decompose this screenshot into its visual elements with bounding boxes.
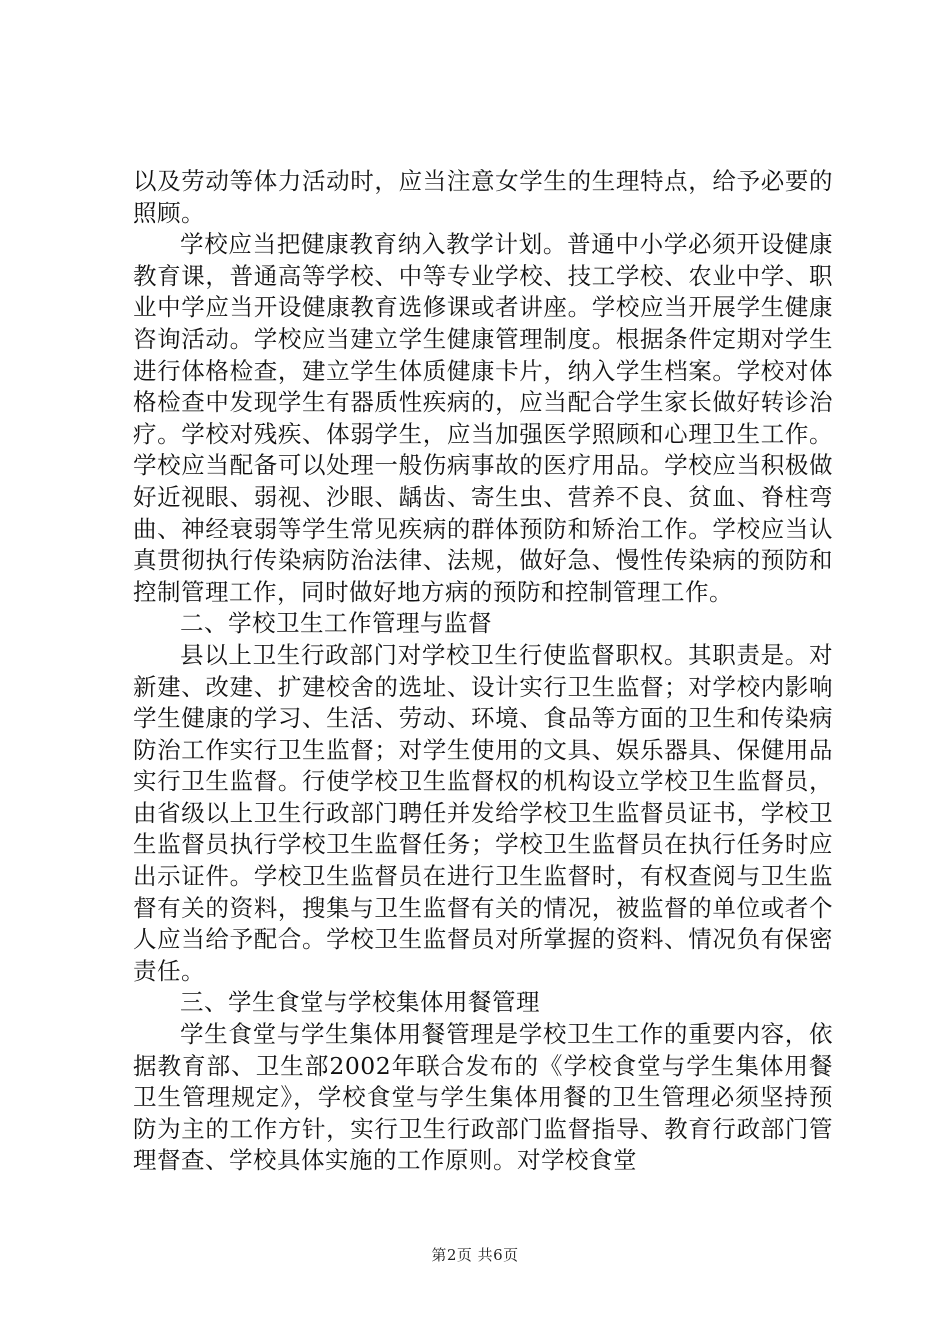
paragraph: 学校应当把健康教育纳入教学计划。普通中小学必须开设健康教育课，普通高等学校、中等专业学校、技工学校、农业中学、职业中学应当开设健康教育选修课或者讲座。学校应当开展学生健康咨询活动。学校应当建立学生健康管理制度。根据条件定期对学生进行体格检查，建立学生体质健康卡片，纳入学生档案。学校对体格检查中发现学生有器质性疾病的，应当配合学生家长做好转诊治疗。学校对残疾、体弱学生，应当加强医学照顾和心理卫生工作。学校应当配备可以处理一般伤病事故的医疗用品。学校应当积极做好近视眼、弱视、沙眼、龋齿、寄生虫、营养不良、贫血、脊柱弯曲、神经衰弱等学生常见疾病的群体预防和矫治工作。学校应当认真贯彻执行传染病防治法律、法规，做好急、慢性传染病的预防和控制管理工作，同时做好地方病的预防和控制管理工作。 xyxy=(133,230,833,606)
section-heading: 三、学生食堂与学校集体用餐管理 xyxy=(180,988,540,1017)
section-heading: 二、学校卫生工作管理与监督 xyxy=(180,609,492,638)
paragraph: 以及劳动等体力活动时，应当注意女学生的生理特点，给予必要的照顾。 xyxy=(133,167,833,227)
document-body xyxy=(133,166,833,1177)
paragraph: 县以上卫生行政部门对学校卫生行使监督职权。其职责是。对新建、改建、扩建校舍的选址、设计实行卫生监督；对学校内影响学生健康的学习、生活、劳动、环境、食品等方面的卫生和传染病防治工作实行卫生监督；对学生使用的文具、娱乐器具、保健用品实行卫生监督。行使学校卫生监督权的机构设立学校卫生监督员，由省级以上卫生行政部门聘任并发给学校卫生监督员证书，学校卫生监督员执行学校卫生监督任务；学校卫生监督员在执行任务时应出示证件。学校卫生监督员在进行卫生监督时，有权查阅与卫生监督有关的资料，搜集与卫生监督有关的情况，被监督的单位或者个人应当给予配合。学校卫生监督员对所掌握的资料、情况负有保密责任。 xyxy=(133,640,833,985)
paragraph: 学生食堂与学生集体用餐管理是学校卫生工作的重要内容，依据教育部、卫生部2002年联合发布的《学校食堂与学生集体用餐卫生管理规定》，学校食堂与学生集体用餐的卫生管理必须坚持预防为主的工作方针，实行卫生行政部门监督指导、教育行政部门管理督查、学校具体实施的工作原则。对学校食堂 xyxy=(133,1020,833,1175)
page-footer: 第2页 共6页 xyxy=(431,1246,519,1264)
